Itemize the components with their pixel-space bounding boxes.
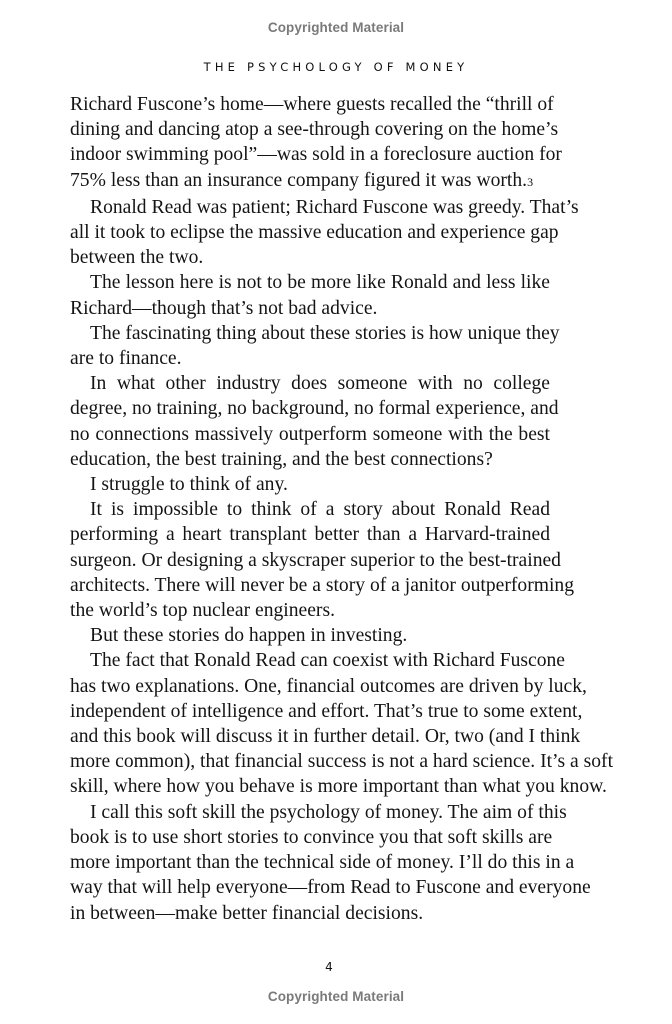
text-line [70,648,566,673]
text-line [70,699,583,724]
text-line-content: performing a heart transplant better than a Harvard-trained [70,524,550,546]
text-line-content: The lesson here is not to be more like Ronald and less like [90,272,550,294]
text-line-content: all it took to eclipse the massive education and experience gap [70,222,559,244]
text-line-content: The fascinating thing about these stories is how unique they [90,322,560,344]
text-line [70,674,587,699]
text-line [70,245,550,270]
paragraph [70,472,550,497]
text-line [70,168,550,195]
paragraph [70,371,559,472]
text-line [70,117,559,142]
copyright-watermark-top: Copyrighted Material [267,20,405,35]
text-line [70,774,607,799]
paragraph [70,800,591,926]
text-line-content: the world’s top nuclear engineers. [70,600,335,622]
text-line-content: education, the best training, and the best connections? [70,448,493,470]
text-line [70,92,554,117]
text-line-content: Richard—though that’s not bad advice. [70,297,378,319]
text-line-content: Richard Fuscone’s home—where guests recalled the “thrill of [70,94,554,115]
body-text [70,92,614,926]
text-line-content: It is impossible to think of a story about Ronald Read [90,499,550,521]
text-line-content: are to finance. [70,348,182,370]
text-line-content: I call this soft skill the psychology of money. The aim of this [90,801,567,823]
text-line-content: degree, no training, no background, no formal experience, and [70,398,559,420]
text-line [70,522,550,547]
text-line-content: Ronald Read was patient; Richard Fuscone was greedy. That’s [90,196,579,218]
text-line [70,573,574,598]
text-line [70,623,550,648]
paragraph [70,270,550,320]
text-line-content: But these stories do happen in investing. [90,625,408,647]
text-line [70,142,562,167]
text-line [70,270,550,295]
paragraph [70,497,574,623]
paragraph [70,321,560,371]
text-line [70,472,550,497]
text-line-content: In what other industry does someone with no college [90,373,550,395]
text-line-content: way that will help everyone—from Read to Fuscone and everyone [70,877,591,899]
text-line-content: indoor swimming pool”—was sold in a foreclosure auction for [70,144,562,166]
text-line-content: has two explanations. One, financial outcomes are driven by luck, [70,675,587,697]
paragraph [70,92,562,195]
text-line [70,749,614,774]
text-line [70,825,553,850]
text-line [70,497,550,522]
text-line [70,724,581,749]
text-line-content: book is to use short stories to convince you that soft skills are [70,826,553,848]
text-line-content: The fact that Ronald Read can coexist with Richard Fuscone [90,650,566,672]
text-line [70,800,567,825]
paragraph [70,623,550,648]
text-line-content: architects. There will never be a story of a janitor outperforming [70,574,574,596]
paragraph [70,648,614,799]
text-line-content: skill, where how you behave is more important than what you know. [70,776,607,798]
text-line [70,901,550,926]
text-line-content: no connections massively outperform someone with the best [70,423,550,445]
text-line-content: and this book will discuss it in further detail. Or, two (and I think [70,726,581,748]
text-line [70,548,561,573]
text-line [70,371,550,396]
text-line-content: in between—make better financial decisions. [70,902,424,924]
text-line-content: dining and dancing atop a see-through covering on the home’s [70,119,559,141]
text-line [70,396,559,421]
text-line [70,195,579,220]
text-line-content: independent of intelligence and effort. That’s true to some extent, [70,700,583,722]
text-line-content: 75% less than an insurance company figured it was worth. [70,169,528,191]
text-line [70,422,550,447]
text-line [70,598,550,623]
text-line [70,447,550,472]
text-line [70,850,575,875]
footnote-marker[interactable]: 3 [527,174,534,189]
text-line [70,220,559,245]
text-line-content: more important than the technical side of money. I’ll do this in a [70,852,575,874]
text-line [70,346,550,371]
text-line-content: between the two. [70,247,204,269]
text-line [70,875,591,900]
paragraph [70,195,579,271]
text-line [70,296,550,321]
text-line-content: I struggle to think of any. [90,474,288,496]
page-number: 4 [325,960,333,974]
copyright-watermark-bottom: Copyrighted Material [267,989,405,1004]
text-line [70,321,560,346]
text-line-content: surgeon. Or designing a skyscraper superior to the best-trained [70,549,561,571]
text-line-content: more common), that financial success is not a hard science. It’s a soft [70,751,614,773]
running-head: THE PSYCHOLOGY OF MONEY [203,60,469,74]
